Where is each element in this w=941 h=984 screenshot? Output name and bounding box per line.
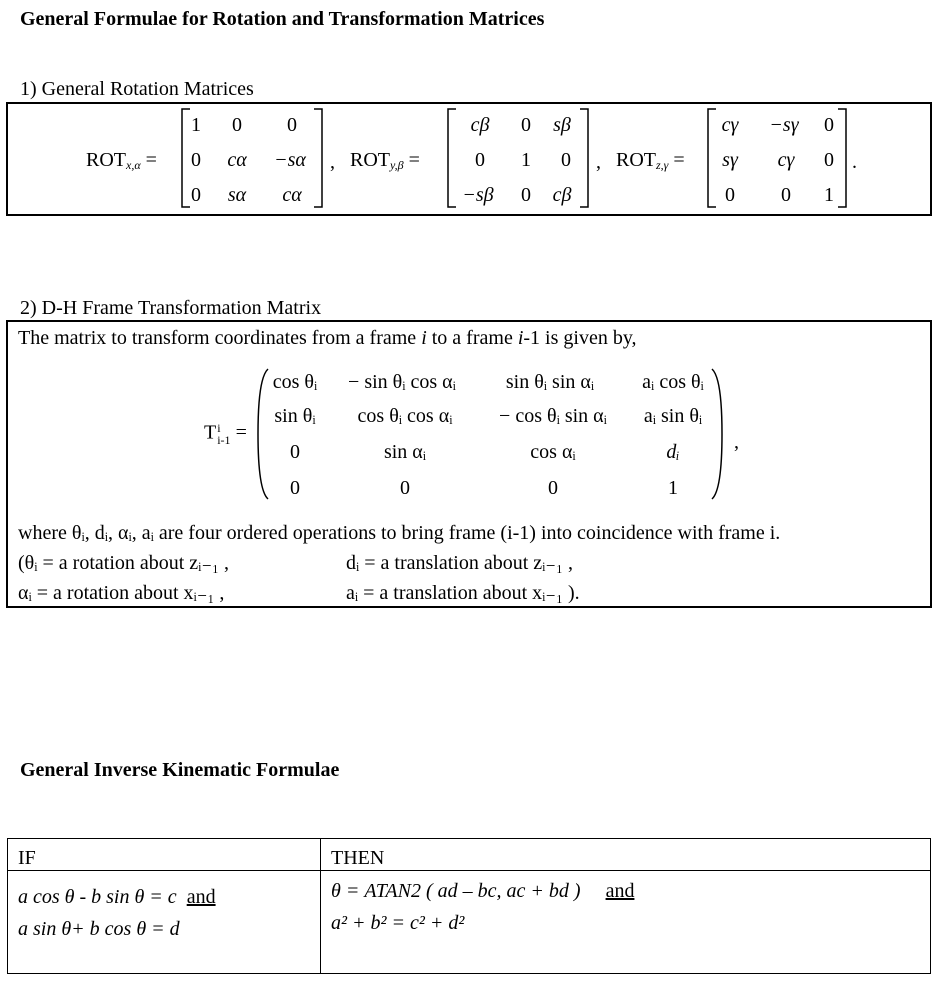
comma: , bbox=[734, 431, 739, 453]
rot-x-cell: 0 bbox=[232, 114, 242, 136]
rot-x-cell: cα bbox=[227, 149, 247, 171]
section-1-heading: 1) General Rotation Matrices bbox=[20, 78, 254, 100]
dh-cell: cos αᵢ bbox=[530, 441, 576, 463]
ik-if-and: and bbox=[186, 886, 216, 908]
rot-y-right-bracket bbox=[578, 108, 590, 208]
dh-cell: aᵢ sin θᵢ bbox=[643, 405, 703, 427]
dh-where-line: where θᵢ, dᵢ, αᵢ, aᵢ are four ordered operations to bring frame (i-1) into coincidence with frame i. bbox=[18, 522, 781, 544]
dh-cell: 0 bbox=[290, 477, 300, 499]
rot-z-left-bracket bbox=[706, 108, 718, 208]
dh-cell: sin θᵢ sin αᵢ bbox=[505, 371, 595, 393]
rot-z-cell: 0 bbox=[824, 114, 834, 136]
rot-x-right-bracket bbox=[312, 108, 324, 208]
rot-x-label: $ROT_{x,\alpha}$ = bbox=[86, 149, 157, 172]
ik-header-then: THEN bbox=[321, 839, 931, 871]
dh-def-theta: (θᵢ = a rotation about zᵢ₋₁ , bbox=[18, 552, 229, 574]
rot-z-label: $ROT_{z,\gamma}$ = bbox=[616, 149, 685, 172]
rot-z-cell: cγ bbox=[777, 149, 795, 171]
rot-x-cell: 0 bbox=[287, 114, 297, 136]
dh-right-paren bbox=[710, 368, 724, 500]
rot-y-cell: 1 bbox=[521, 149, 531, 171]
rot-y-cell: 0 bbox=[561, 149, 571, 171]
ik-then-line1: θ = ATAN2 ( ad – bc, ac + bd ) bbox=[331, 880, 581, 902]
rot-x-cell: 0 bbox=[191, 149, 201, 171]
dh-cell: 0 bbox=[290, 441, 300, 463]
dh-def-alpha: αᵢ = a rotation about xᵢ₋₁ , bbox=[18, 582, 225, 604]
dh-cell: sin θᵢ bbox=[274, 405, 316, 427]
comma: , bbox=[330, 151, 335, 173]
dh-cell: sin αᵢ bbox=[383, 441, 427, 463]
ik-then-cell bbox=[321, 871, 931, 974]
rot-z-cell: 0 bbox=[824, 149, 834, 171]
rot-x-cell: −sα bbox=[274, 149, 306, 171]
dh-left-paren bbox=[256, 368, 270, 500]
rot-y-cell: −sβ bbox=[462, 184, 494, 206]
dh-cell: cos θᵢ bbox=[272, 371, 318, 393]
rot-z-right-bracket bbox=[836, 108, 848, 208]
ik-if-cell bbox=[8, 871, 321, 974]
ik-header-if: IF bbox=[8, 839, 321, 871]
rot-y-label: $ROT_{y,\beta}$ = bbox=[350, 149, 420, 172]
dh-cell: aᵢ cos θᵢ bbox=[642, 371, 704, 393]
dh-cell: cos θᵢ cos αᵢ bbox=[357, 405, 453, 427]
rot-y-cell: 0 bbox=[521, 184, 531, 206]
dh-cell: dᵢ bbox=[666, 441, 680, 463]
rot-z-cell: 0 bbox=[781, 184, 791, 206]
ik-then-and: and bbox=[605, 880, 635, 902]
dh-cell: 0 bbox=[400, 477, 410, 499]
dh-cell: − sin θᵢ cos αᵢ bbox=[348, 371, 456, 393]
rot-x-cell: sα bbox=[227, 184, 247, 206]
rot-z-cell: sγ bbox=[722, 149, 738, 171]
comma: , bbox=[596, 151, 601, 173]
page-title: General Formulae for Rotation and Transformation Matrices bbox=[20, 8, 545, 30]
rot-x-cell: cα bbox=[282, 184, 302, 206]
rot-y-cell: sβ bbox=[553, 114, 571, 136]
dh-T-label: T i i-1 = bbox=[204, 421, 247, 447]
rot-z-cell: 0 bbox=[725, 184, 735, 206]
dh-cell: 0 bbox=[548, 477, 558, 499]
rot-y-cell: 0 bbox=[521, 114, 531, 136]
ik-if-line1: a cos θ - b sin θ = c bbox=[18, 886, 177, 908]
rot-y-cell: 0 bbox=[475, 149, 485, 171]
ik-if-line2: a sin θ+ b cos θ = d bbox=[18, 918, 180, 940]
dh-def-a: aᵢ = a translation about xᵢ₋₁ ). bbox=[346, 582, 580, 604]
rot-y-left-bracket bbox=[446, 108, 458, 208]
dh-def-d: dᵢ = a translation about zᵢ₋₁ , bbox=[346, 552, 573, 574]
rot-x-cell: 0 bbox=[191, 184, 201, 206]
rot-z-cell: 1 bbox=[824, 184, 834, 206]
rot-x-cell: 1 bbox=[191, 114, 201, 136]
rot-z-cell: −sγ bbox=[769, 114, 799, 136]
dh-intro: The matrix to transform coordinates from a frame i to a frame i-1 is given by, bbox=[18, 327, 637, 349]
rot-z-cell: cγ bbox=[721, 114, 739, 136]
ik-heading: General Inverse Kinematic Formulae bbox=[20, 759, 340, 781]
dh-cell: − cos θᵢ sin αᵢ bbox=[499, 405, 607, 427]
rot-y-cell: cβ bbox=[552, 184, 572, 206]
ik-then-line2: a² + b² = c² + d² bbox=[331, 912, 465, 934]
ik-table bbox=[7, 838, 931, 974]
period: . bbox=[852, 151, 857, 173]
rot-y-cell: cβ bbox=[470, 114, 490, 136]
section-2-heading: 2) D-H Frame Transformation Matrix bbox=[20, 297, 322, 319]
dh-cell: 1 bbox=[668, 477, 678, 499]
